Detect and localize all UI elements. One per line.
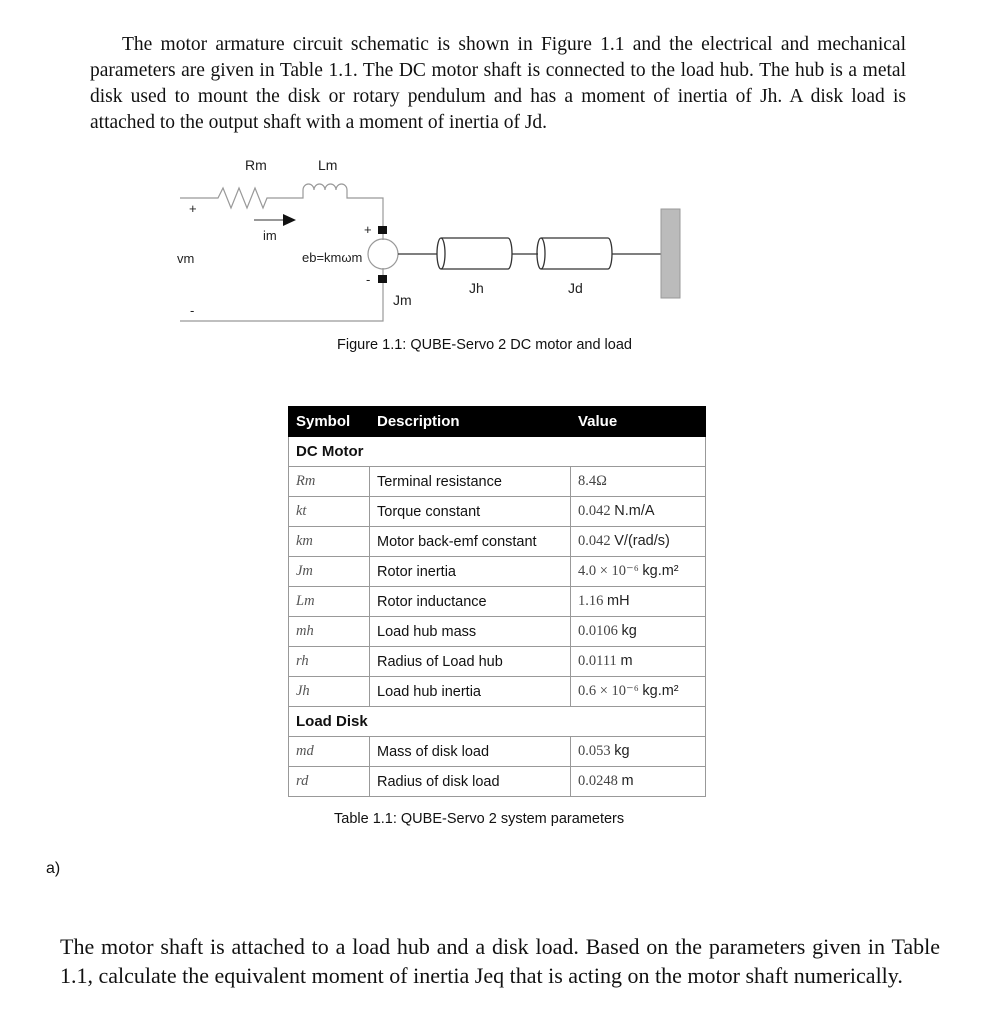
eb-label: eb=kmωm bbox=[302, 250, 363, 265]
table-row bbox=[289, 677, 706, 707]
value-unit: m bbox=[621, 773, 634, 789]
header-value: Value bbox=[571, 407, 706, 437]
value-number: 0.042 bbox=[578, 533, 611, 549]
symbol-cell: Jh bbox=[289, 677, 370, 707]
value-unit: kg bbox=[621, 623, 637, 639]
table-caption: Table 1.1: QUBE-Servo 2 system parameters bbox=[334, 811, 625, 827]
value-cell bbox=[571, 737, 706, 767]
table-row bbox=[289, 587, 706, 617]
table-row bbox=[289, 557, 706, 587]
symbol-cell: km bbox=[289, 527, 370, 557]
value-cell bbox=[571, 767, 706, 797]
section-title: DC Motor bbox=[289, 437, 706, 467]
value-unit: mH bbox=[607, 593, 630, 609]
symbol-cell: Jm bbox=[289, 557, 370, 587]
table-row bbox=[289, 617, 706, 647]
section-row bbox=[289, 707, 706, 737]
description-cell: Torque constant bbox=[370, 497, 571, 527]
description-cell: Terminal resistance bbox=[370, 467, 571, 497]
lm-label: Lm bbox=[318, 157, 338, 173]
symbol-cell: rh bbox=[289, 647, 370, 677]
value-cell bbox=[571, 467, 706, 497]
value-number: 0.0111 bbox=[578, 653, 617, 669]
bottom-wire bbox=[180, 268, 383, 321]
symbol-cell: md bbox=[289, 737, 370, 767]
value-cell bbox=[571, 587, 706, 617]
value-unit: kg bbox=[614, 743, 630, 759]
value-unit: kg.m² bbox=[642, 563, 679, 579]
question-paragraph: The motor shaft is attached to a load hub and a disk load. Based on the parameters given in Table 1.1, calculate the equivalent moment of inertia Jeq that is acting on the motor shaft numerically. bbox=[60, 934, 940, 988]
im-label: im bbox=[263, 228, 277, 243]
motor-icon bbox=[368, 239, 398, 269]
wall bbox=[661, 209, 680, 298]
value-cell bbox=[571, 647, 706, 677]
value-number: 0.053 bbox=[578, 743, 611, 759]
value-cell bbox=[571, 617, 706, 647]
table-row bbox=[289, 527, 706, 557]
value-cell bbox=[571, 557, 706, 587]
figure-caption: Figure 1.1: QUBE-Servo 2 DC motor and load bbox=[337, 337, 632, 353]
part-label: a) bbox=[46, 860, 61, 877]
description-cell: Load hub mass bbox=[370, 617, 571, 647]
value-cell bbox=[571, 677, 706, 707]
value-unit: V/(rad/s) bbox=[614, 533, 670, 549]
value-unit: N.m/A bbox=[614, 503, 655, 519]
value-unit: kg.m² bbox=[642, 683, 679, 699]
description-cell: Load hub inertia bbox=[370, 677, 571, 707]
description-cell: Motor back-emf constant bbox=[370, 527, 571, 557]
hub-cylinder bbox=[441, 238, 512, 269]
value-number: 8.4Ω bbox=[578, 473, 607, 489]
table-row bbox=[289, 737, 706, 767]
vm-label: vm bbox=[177, 251, 195, 266]
plus-label: + bbox=[189, 201, 197, 216]
description-cell: Rotor inductance bbox=[370, 587, 571, 617]
minus-label: - bbox=[190, 303, 195, 318]
motor-minus-label: - bbox=[366, 272, 371, 287]
symbol-cell: mh bbox=[289, 617, 370, 647]
table-row bbox=[289, 467, 706, 497]
intro-paragraph: The motor armature circuit schematic is shown in Figure 1.1 and the electrical and mechanical parameters are given in Table 1.1. The DC motor shaft is connected to the load hub. The hub is a metal disk used to mount the disk or rotary pendulum and has a moment of inertia of Jh. A disk load is attached to the output shaft with a moment of inertia of Jd. bbox=[90, 34, 906, 133]
symbol-cell: kt bbox=[289, 497, 370, 527]
value-cell bbox=[571, 497, 706, 527]
current-arrow-icon bbox=[283, 214, 296, 226]
section-title: Load Disk bbox=[289, 707, 706, 737]
top-wire bbox=[180, 184, 383, 240]
description-cell: Radius of disk load bbox=[370, 767, 571, 797]
value-number: 0.042 bbox=[578, 503, 611, 519]
description-cell: Rotor inertia bbox=[370, 557, 571, 587]
value-number: 0.0248 bbox=[578, 773, 618, 789]
jh-label: Jh bbox=[469, 280, 484, 296]
header-description: Description bbox=[370, 407, 571, 437]
section-row bbox=[289, 437, 706, 467]
jm-label: Jm bbox=[393, 292, 412, 308]
value-unit: m bbox=[620, 653, 633, 669]
rm-label: Rm bbox=[245, 157, 267, 173]
description-cell: Radius of Load hub bbox=[370, 647, 571, 677]
table-row bbox=[289, 767, 706, 797]
value-cell bbox=[571, 527, 706, 557]
motor-plus-label: + bbox=[364, 222, 372, 237]
table-row bbox=[289, 497, 706, 527]
disk-cylinder bbox=[541, 238, 612, 269]
header-symbol: Symbol bbox=[289, 407, 370, 437]
symbol-cell: Rm bbox=[289, 467, 370, 497]
symbol-cell: rd bbox=[289, 767, 370, 797]
value-number: 0.6 × 10⁻⁶ bbox=[578, 683, 639, 699]
circuit-figure bbox=[0, 0, 988, 340]
jd-label: Jd bbox=[568, 280, 583, 296]
value-number: 0.0106 bbox=[578, 623, 618, 639]
table-row bbox=[289, 647, 706, 677]
value-number: 1.16 bbox=[578, 593, 604, 609]
symbol-cell: Lm bbox=[289, 587, 370, 617]
parameters-table bbox=[288, 406, 706, 797]
description-cell: Mass of disk load bbox=[370, 737, 571, 767]
value-number: 4.0 × 10⁻⁶ bbox=[578, 563, 639, 579]
